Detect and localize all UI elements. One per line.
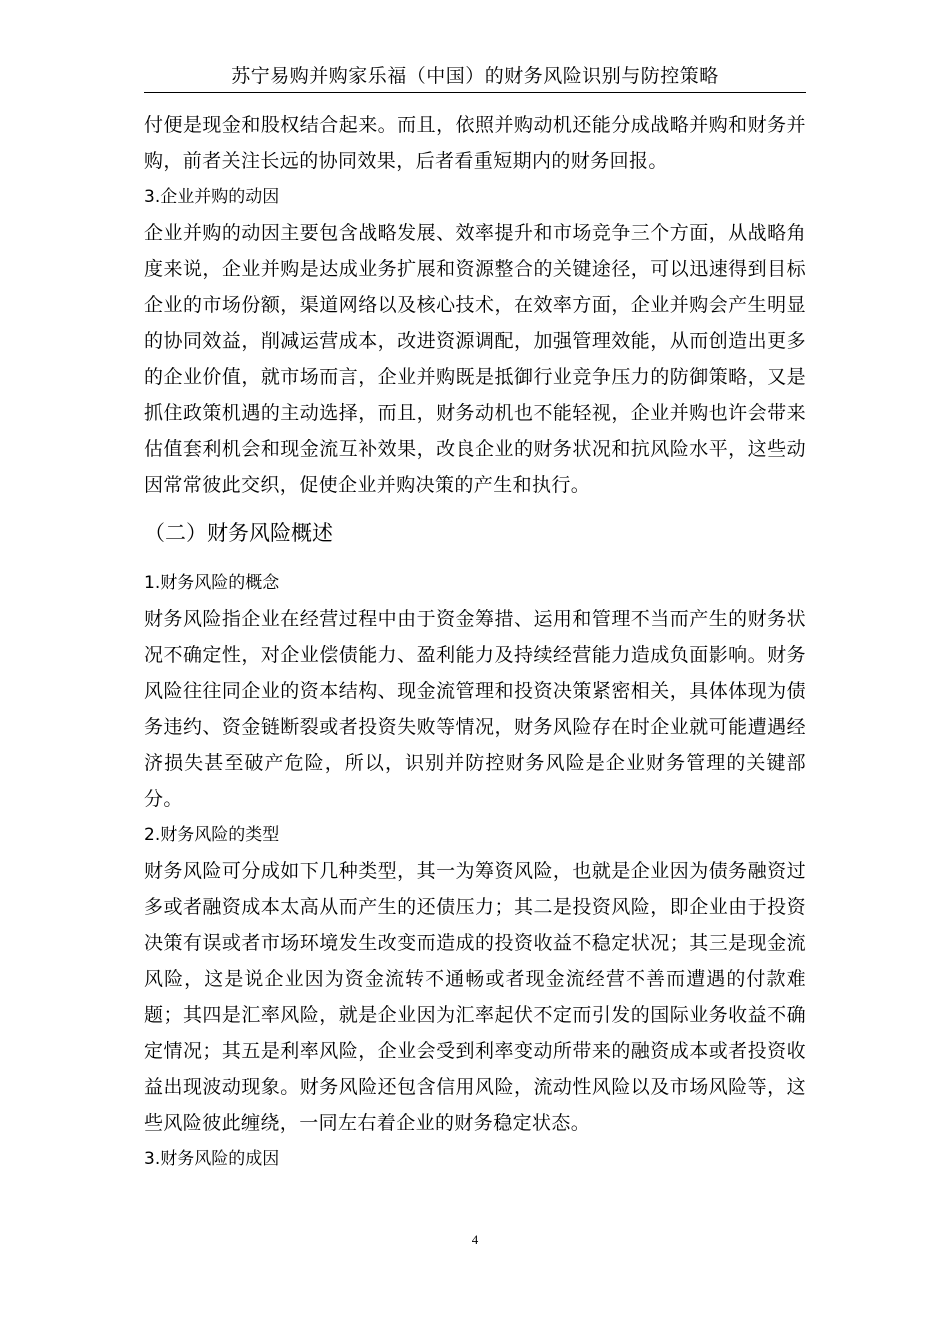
subheading-risk-types: 2.财务风险的类型 — [144, 825, 280, 845]
body-paragraph: 财务风险可分成如下几种类型，其一为筹资风险，也就是企业因为债务融资过多或者融资成本太高从而产生的还债压力；其二是投资风险，即企业由于投资决策有误或者市场环境发生改变而造成的投资收益不稳定状况；其三是现金流风险，这是说企业因为资金流转不通畅或者现金流经营不善而遭遇的付款难题；其四是汇率风险，就是企业因为汇率起伏不定而引发的国际业务收益不确定情况；其五是利率风险，企业会受到利率变动所带来的融资成本或者投资收益出现波动现象。财务风险还包含信用风险，流动性风险以及市场风险等，这些风险彼此缠绕，一同左右着企业的财务稳定状态。 — [144, 860, 806, 1134]
page-header-title: 苏宁易购并购家乐福（中国）的财务风险识别与防控策略 — [231, 65, 719, 87]
body-paragraph: 企业并购的动因主要包含战略发展、效率提升和市场竞争三个方面，从战略角度来说，企业并购是达成业务扩展和资源整合的关键途径，可以迅速得到目标企业的市场份额，渠道网络以及核心技术，在效率方面，企业并购会产生明显的协同效益，削减运营成本，改进资源调配，加强管理效能，从而创造出更多的企业价值，就市场而言，企业并购既是抵御行业竞争压力的防御策略，又是抓住政策机遇的主动选择，而且，财务动机也不能轻视，企业并购也许会带来估值套利机会和现金流互补效果，改良企业的财务状况和抗风险水平，这些动因常常彼此交织，促使企业并购决策的产生和执行。 — [144, 222, 806, 496]
section-heading-financial-risk-overview: （二）财务风险概述 — [144, 521, 333, 545]
document-body — [144, 107, 806, 1177]
header-divider — [144, 92, 806, 93]
subheading-risk-concept: 1.财务风险的概念 — [144, 573, 280, 593]
body-paragraph: 财务风险指企业在经营过程中由于资金筹措、运用和管理不当而产生的财务状况不确定性，对企业偿债能力、盈利能力及持续经营能力造成负面影响。财务风险往往同企业的资本结构、现金流管理和投资决策紧密相关，具体体现为债务违约、资金链断裂或者投资失败等情况，财务风险存在时企业就可能遭遇经济损失甚至破产危险，所以，识别并防控财务风险是企业财务管理的关键部分。 — [144, 608, 806, 810]
subheading-risk-causes: 3.财务风险的成因 — [144, 1149, 280, 1169]
subheading-merger-motives: 3.企业并购的动因 — [144, 187, 280, 207]
body-paragraph: 付便是现金和股权结合起来。而且，依照并购动机还能分成战略并购和财务并购，前者关注长远的协同效果，后者看重短期内的财务回报。 — [144, 114, 806, 172]
page-number: 4 — [471, 1232, 479, 1247]
